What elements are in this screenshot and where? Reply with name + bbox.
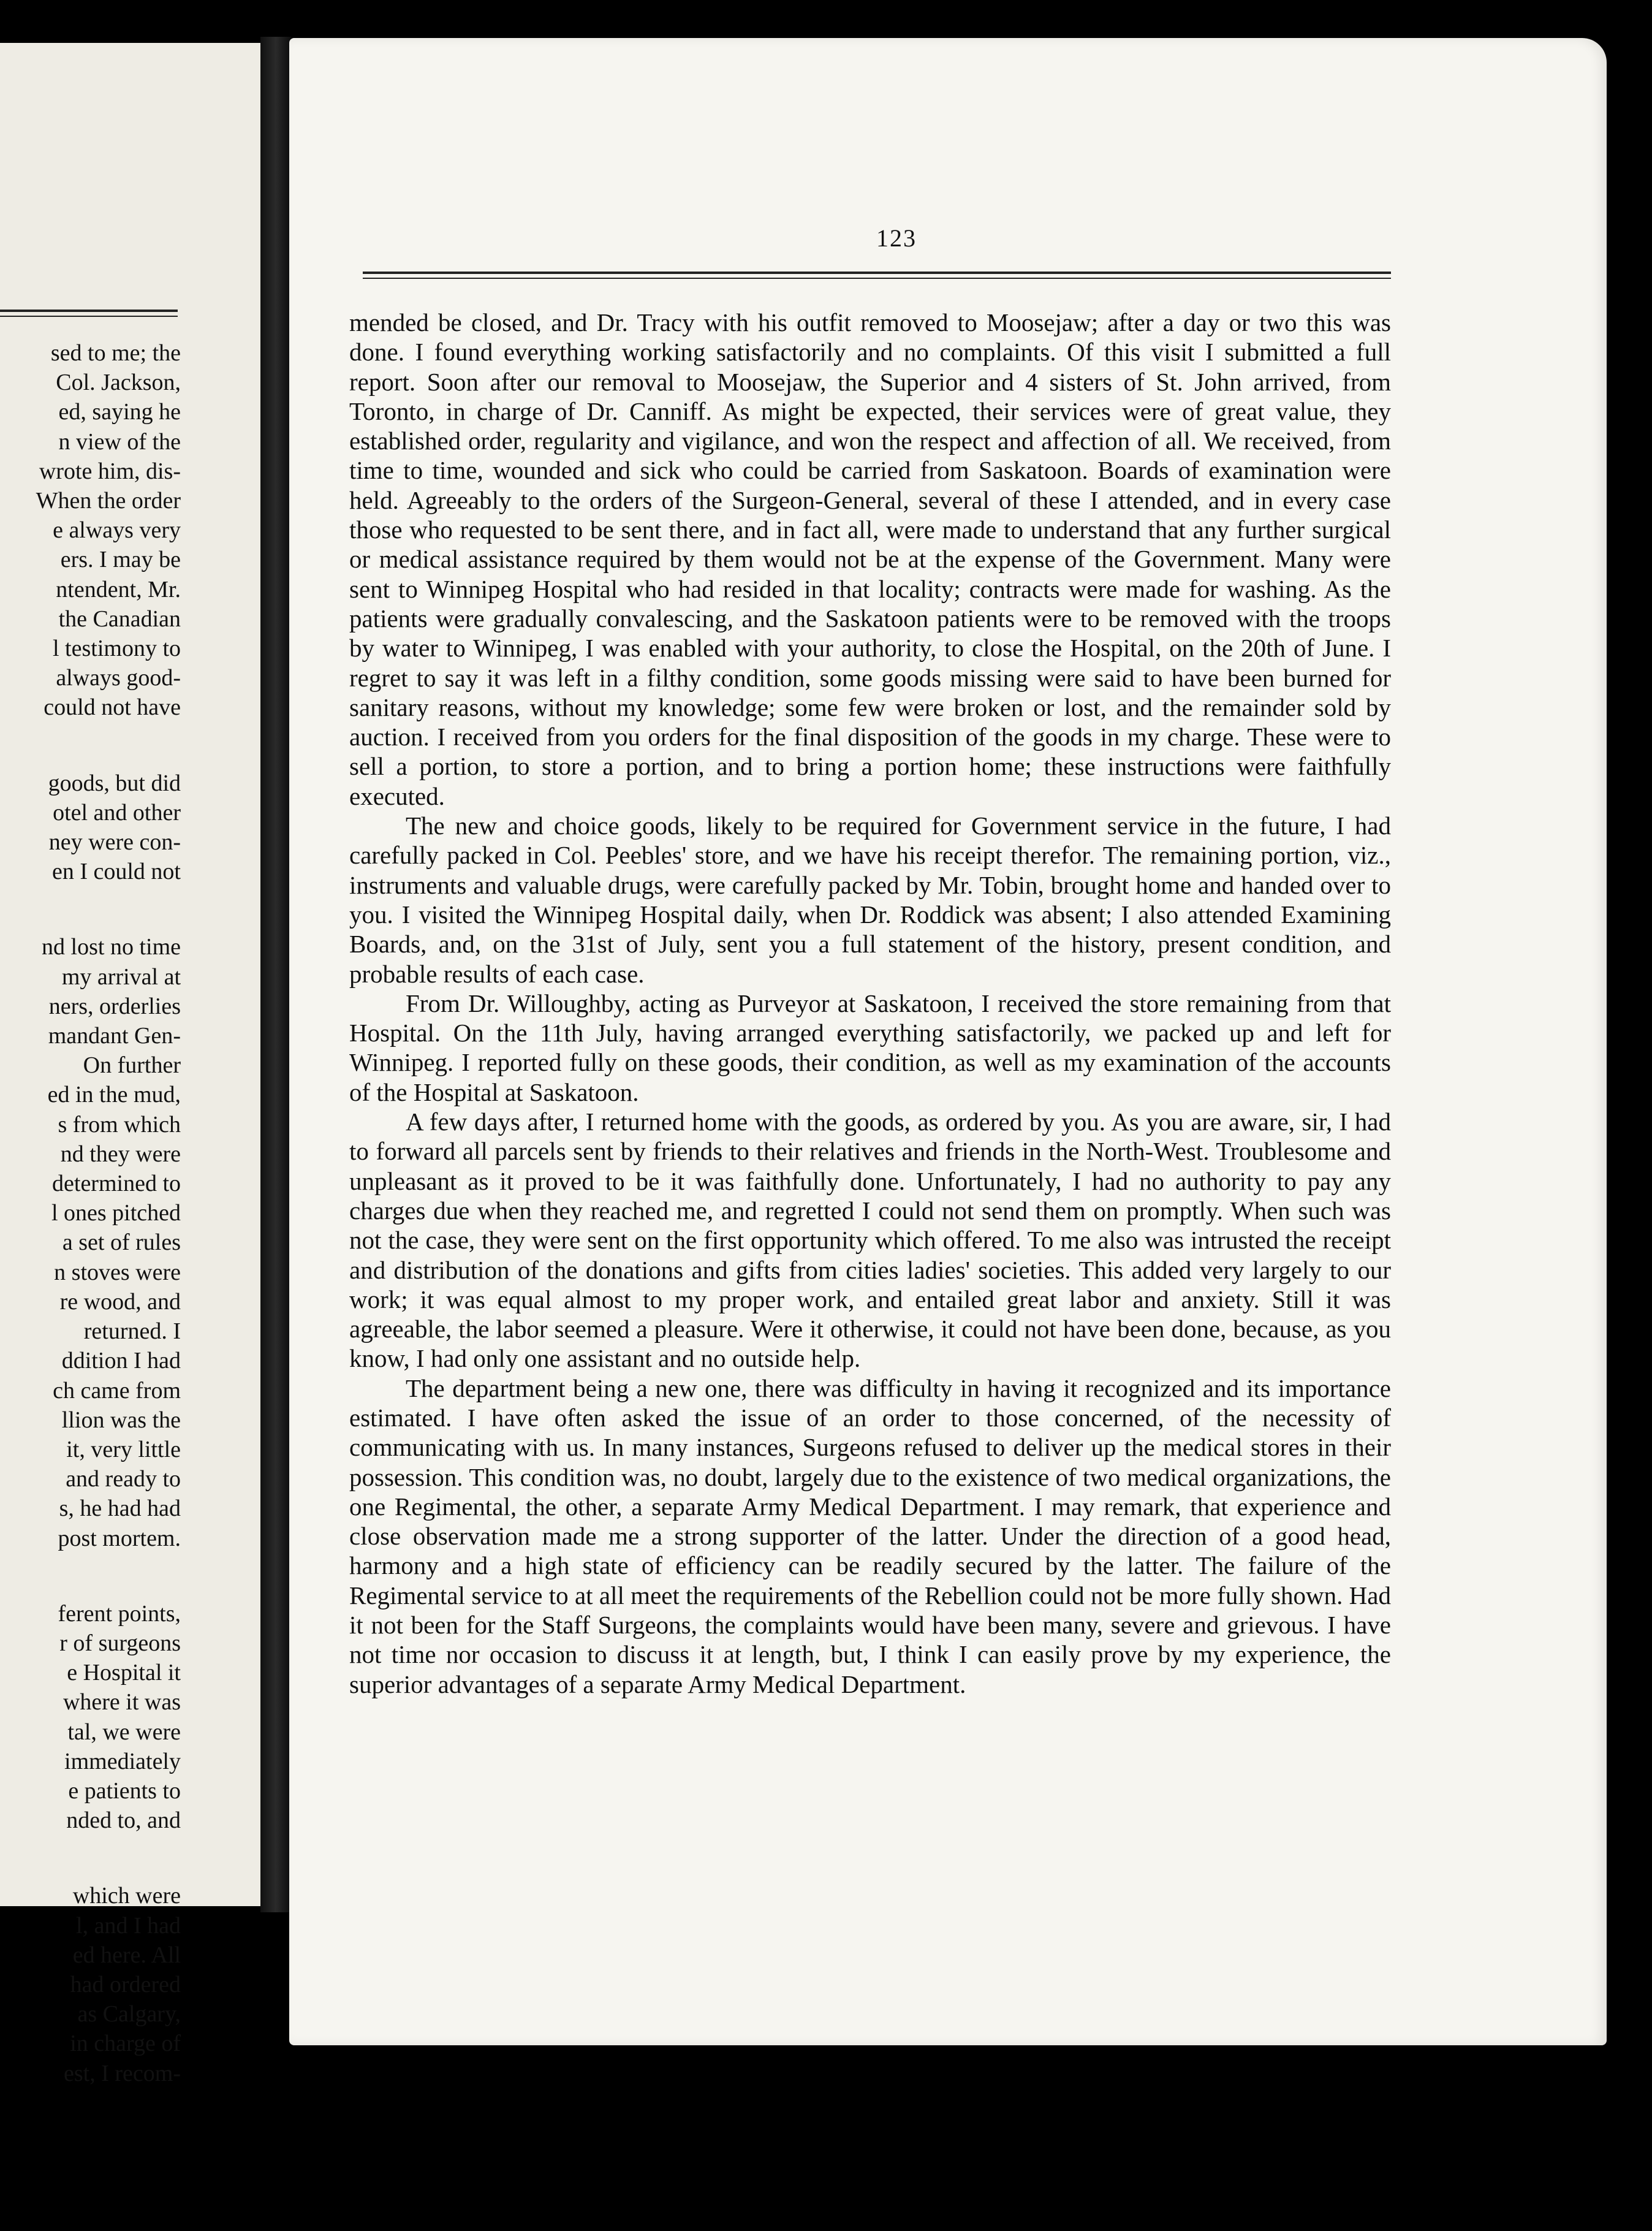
previous-page-line: r of surgeons [59, 1630, 181, 1656]
book-spine [260, 37, 291, 1912]
previous-page-line: ddition I had [61, 1348, 181, 1374]
previous-page-line: nd they were [60, 1141, 181, 1167]
previous-page-line: re wood, and [59, 1288, 181, 1315]
previous-page-line: e Hospital it [67, 1660, 181, 1686]
previous-page-line: ferent points, [58, 1600, 181, 1627]
previous-page-line: as Calgary, [77, 2001, 181, 2028]
previous-page-line: nded to, and [66, 1807, 181, 1834]
previous-page-rule [0, 310, 178, 317]
previous-page-line: est, I recom- [64, 2060, 181, 2086]
page-body [349, 308, 1391, 1699]
previous-page-line: wrote him, dis- [39, 458, 181, 484]
previous-page-line: ners, orderlies [48, 993, 181, 1019]
previous-page-line: l, and I had [76, 1912, 181, 1939]
previous-page-line: e patients to [68, 1777, 181, 1804]
previous-page-line: immediately [64, 1748, 181, 1774]
previous-page-line: and ready to [66, 1466, 181, 1492]
previous-page-line: could not have [44, 694, 181, 721]
previous-page-line: ed here. All [72, 1942, 181, 1968]
header-rule [363, 272, 1391, 279]
previous-page-line: a set of rules [62, 1230, 181, 1256]
previous-page-line: en I could not [51, 859, 181, 885]
previous-page-line: ney were con- [48, 829, 181, 856]
page-number: 123 [876, 224, 917, 252]
paragraph: A few days after, I returned home with the goods, as ordered by you. As you are aware, sir, I had to forward all parcels sent by friends to their relatives and friends in the North-West. Troublesome and unpleasant as it proved to be it was faithfully done. Unfortunately, I had no authority to pay any charges due when they reached me, and regretted I could not send them on promptly. When such was not the case, they were sent on the first opportunity which offered. To me also was intrusted the receipt and distribution of the donations and gifts from cities ladies' societies. This added very largely to our work; it was equal almost to my proper work, and entailed great labor and anxiety. Still it was agreeable, the labor seemed a pleasure. Were it otherwise, it could not have been done, because, as you know, I had only one assistant and no outside help. [349, 1108, 1391, 1373]
previous-page-line: returned. I [83, 1318, 181, 1345]
previous-page-line: n view of the [58, 428, 181, 455]
previous-page-line: goods, but did [48, 770, 181, 796]
previous-page-line: e always very [53, 517, 181, 544]
previous-page-line: ed in the mud, [47, 1082, 181, 1108]
previous-page-line: ch came from [53, 1377, 181, 1404]
previous-page-block [0, 338, 181, 723]
previous-page-line: sed to me; the [50, 340, 181, 366]
previous-page-line: it, very little [66, 1436, 181, 1462]
previous-page-block [0, 1599, 181, 1836]
previous-page-line: the Canadian [58, 606, 181, 632]
previous-page-line: s, he had had [59, 1496, 181, 1522]
previous-page-line: l ones pitched [51, 1200, 181, 1226]
previous-page-line: When the order [36, 488, 181, 514]
previous-page-line: mandant Gen- [48, 1023, 181, 1049]
previous-page-line: ntendent, Mr. [56, 576, 181, 602]
previous-page-text [0, 338, 181, 2088]
paragraph: The department being a new one, there was difficulty in having it recognized and its importance estimated. I have often asked the issue of an order to those concerned, of the necessity of communicating with us. In many instances, Surgeons refused to deliver up the medical stores in their possession. This condition was, no doubt, largely due to the existence of two medical organizations, the one Regimental, the other, a separate Army Medical Department. I may remark, that experience and close observation made me a strong supporter of the latter. Under the direction of a good head, harmony and a high state of efficiency can be readily secured by the latter. The failure of the Regimental service to at all meet the requirements of the Rebellion could not be more fully shown. Had it not been for the Staff Surgeons, the complaints would have been many, severe and grievous. I have not time nor occasion to discuss it at length, but, I think I can easily prove by my experience, the superior advantages of a separate Army Medical Department. [349, 1374, 1391, 1698]
previous-page-line: where it was [63, 1689, 181, 1716]
previous-page-line: always good- [56, 665, 181, 691]
previous-page-line: ed, saying he [58, 399, 181, 425]
previous-page-line: had ordered [70, 1971, 181, 1997]
previous-page-line: s from which [58, 1111, 181, 1138]
previous-page-line: llion was the [61, 1407, 181, 1433]
previous-page-line: Col. Jackson, [56, 370, 181, 396]
previous-page-block [0, 1881, 181, 2088]
previous-page-line: determined to [52, 1171, 181, 1197]
previous-page-line: tal, we were [67, 1719, 181, 1745]
previous-page-block [0, 769, 181, 887]
previous-page-line: On further [83, 1052, 181, 1079]
previous-page-line: my arrival at [61, 963, 181, 990]
paragraph: From Dr. Willoughby, acting as Purveyor at Saskatoon, I received the store remaining from that Hospital. On the 11th July, having arranged everything satisfactorily, we packed up and left for Winnipeg. I reported fully on these goods, their condition, as well as my examination of the accounts of the Hospital at Saskatoon. [349, 989, 1391, 1106]
previous-page-line: which were [72, 1883, 181, 1909]
previous-page-line: in charge of [70, 2031, 181, 2057]
paragraph: mended be closed, and Dr. Tracy with his outfit removed to Moosejaw; after a day or two this was done. I found everything working satisfactorily and no complaints. Of this visit I submitted a full report. Soon after our removal to Moosejaw, the Superior and 4 sisters of St. John arrived, from Toronto, in charge of Dr. Canniff. As might be expected, their services were of great value, they established order, regularity and vigilance, and won the respect and affection of all. We received, from time to time, wounded and sick who could be carried from Saskatoon. Boards of examination were held. Agreeably to the orders of the Surgeon-General, several of these I attended, and in every case those who requested to be sent there, and in fact all, were made to understand that any further surgical or medical assistance required by them would not be at the expense of the Government. Many were sent to Winnipeg Hospital who had resided in that locality; contracts were made for washing. As the patients were gradually convalescing, and the Saskatoon patients were to be removed with the troops by water to Winnipeg, I was enabled with your authority, to close the Hospital, on the 20th of June. I regret to say it was left in a filthy condition, some goods missing were said to have been burned for sanitary reasons, without my knowledge; some few were broken or lost, and the remainder sold by auction. I received from you orders for the final disposition of the goods in my charge. These were to sell a portion, to store a portion, and to bring a portion home; these instructions were faithfully executed. [349, 308, 1391, 810]
previous-page-line: post mortem. [58, 1525, 181, 1551]
previous-page-line: l testimony to [53, 636, 181, 662]
previous-page-line: n stoves were [54, 1259, 181, 1285]
previous-page-line: nd lost no time [42, 934, 181, 960]
previous-page-line: ers. I may be [60, 547, 181, 573]
previous-page [0, 43, 264, 2086]
paragraph: The new and choice goods, likely to be required for Government service in the future, I had carefully packed in Col. Peebles' store, and we have his receipt therefor. The remaining portion, viz., instruments and valuable drugs, were carefully packed by Mr. Tobin, brought home and handed over to you. I visited the Winnipeg Hospital daily, when Dr. Roddick was absent; I also attended Examining Boards, and, on the 31st of July, sent you a full statement of the history, present condition, and probable results of each case. [349, 811, 1391, 988]
previous-page-block [0, 932, 181, 1553]
previous-page-line: otel and other [53, 799, 181, 826]
